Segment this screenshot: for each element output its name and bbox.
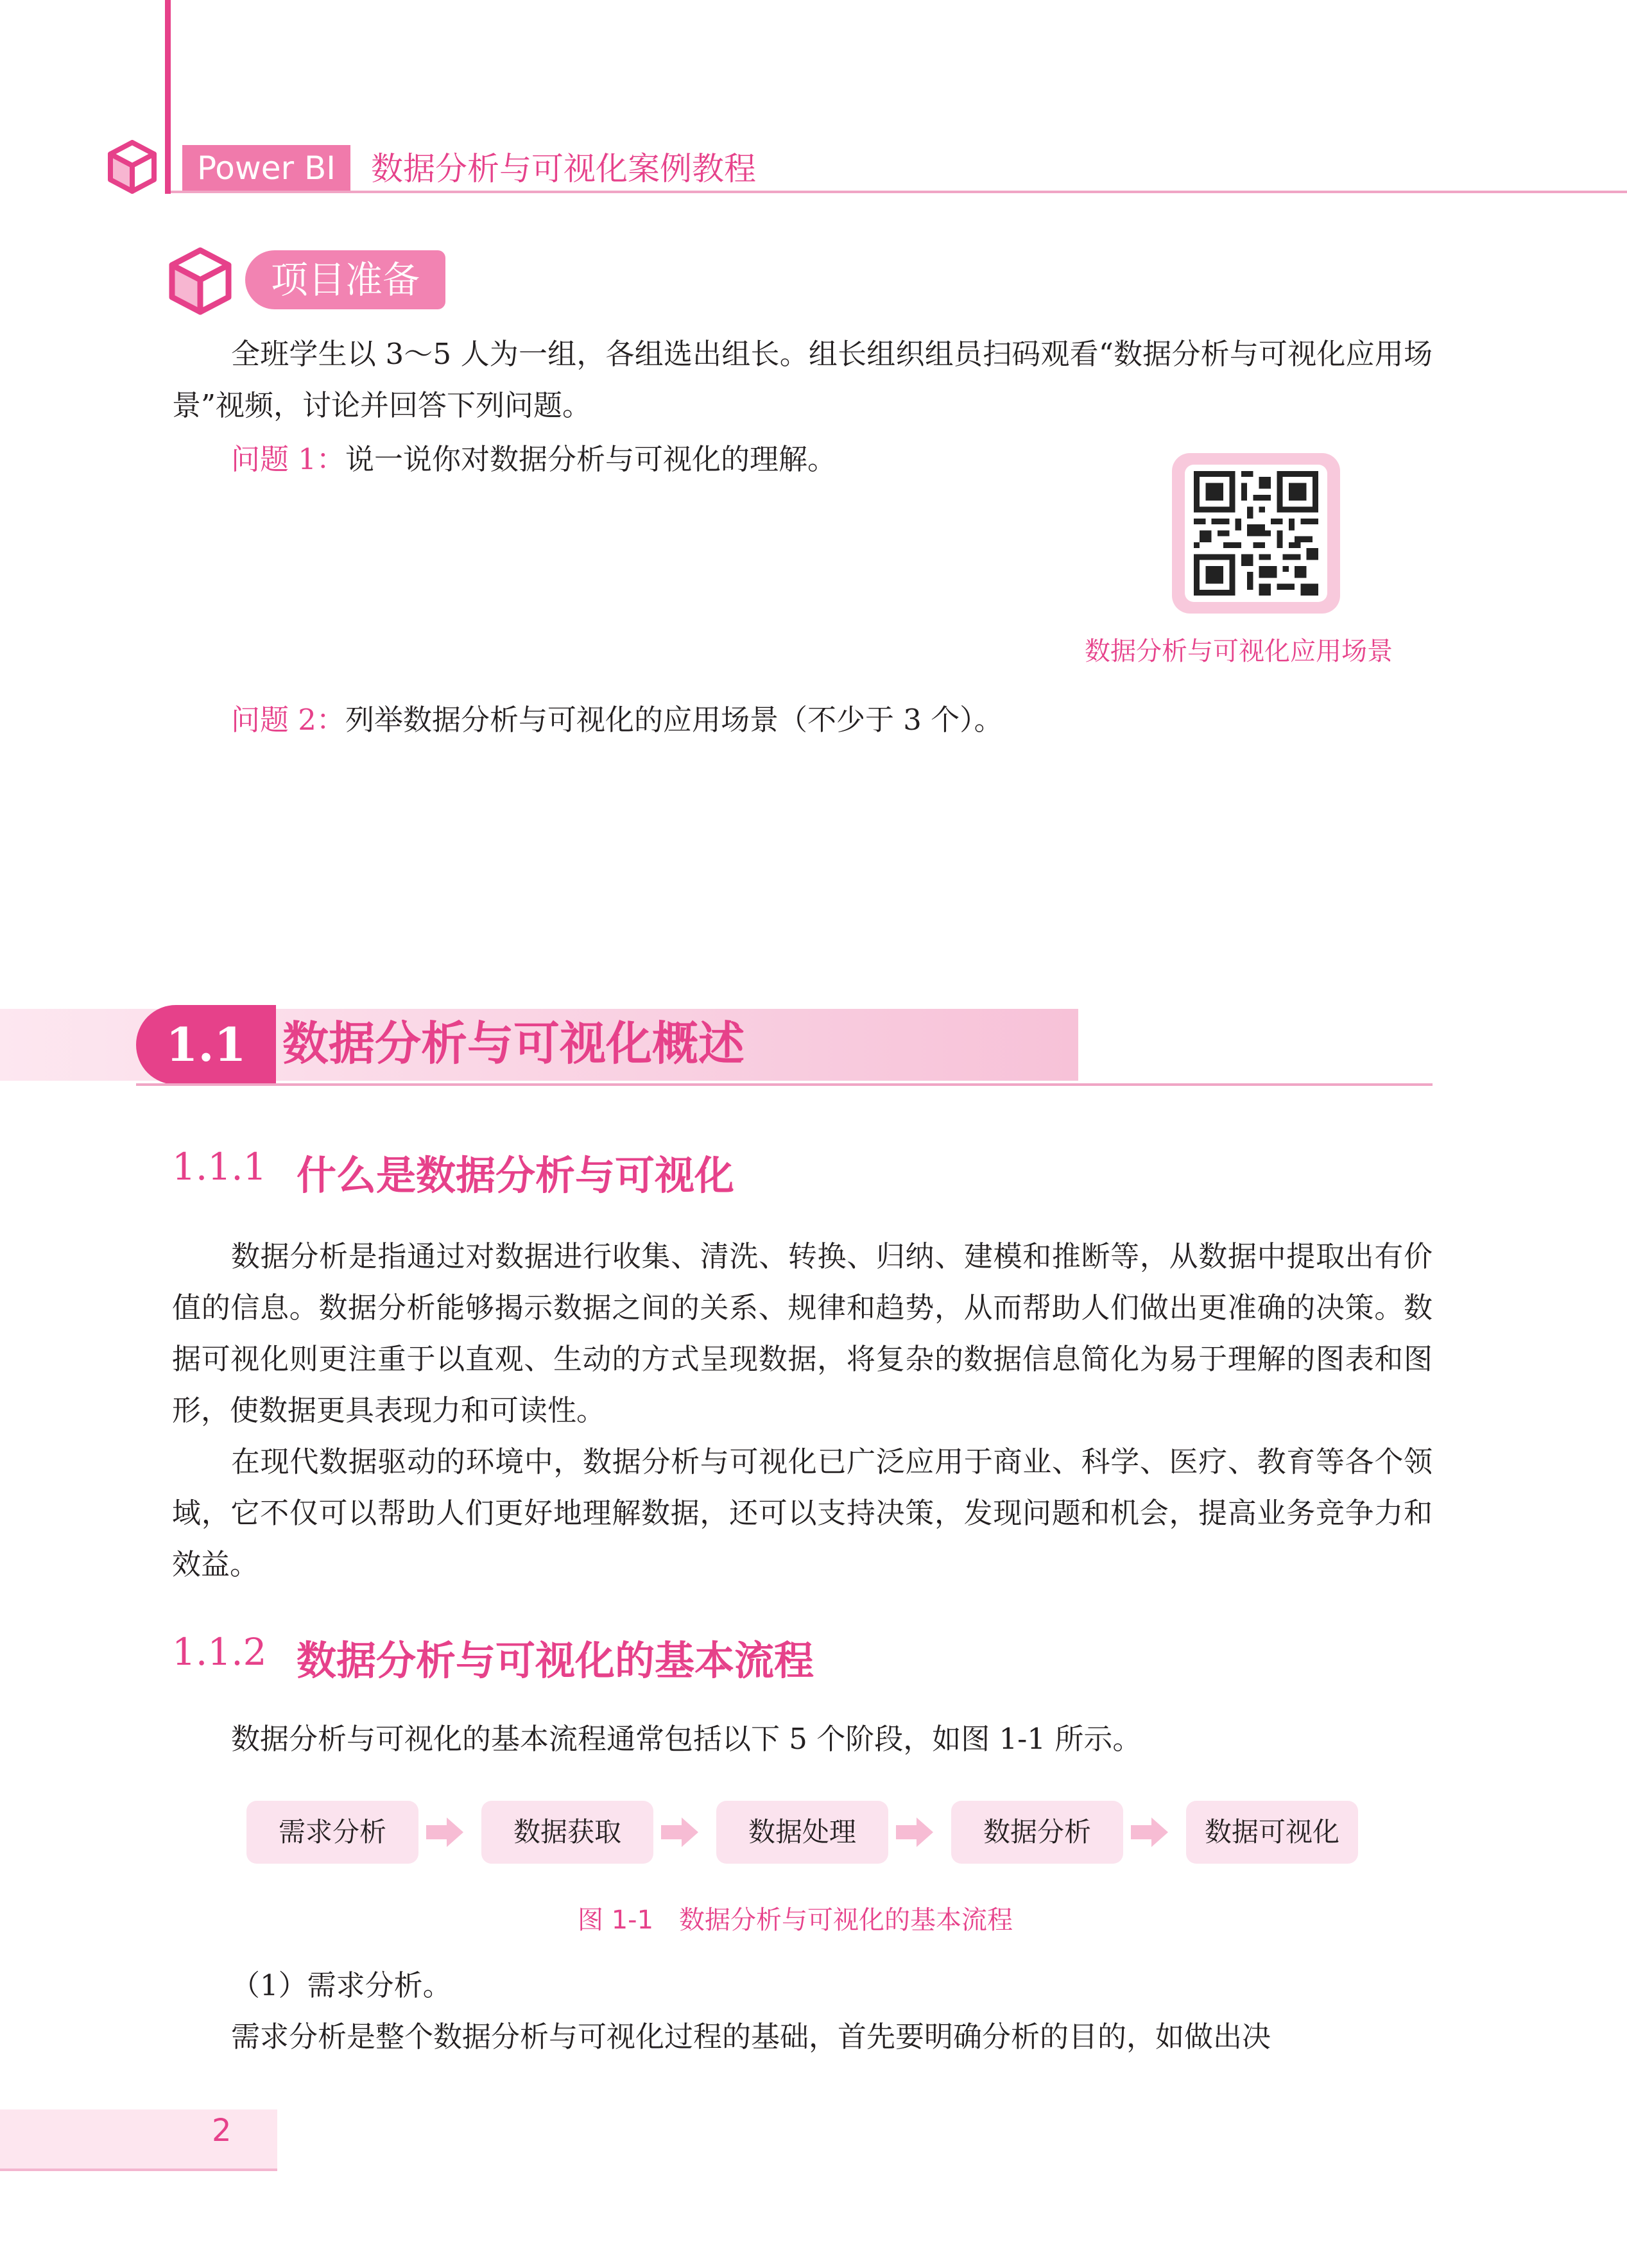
section-tag: 项目准备 [245, 250, 445, 309]
page-number-rule [0, 2169, 277, 2171]
prep-intro-text: 全班学生以 3～5 人为一组，各组选出组长。组长组织组员扫码观看“数据分析与可视化应用场景”视频，讨论并回答下列问题。 [172, 337, 1433, 422]
page-number-band [0, 2109, 277, 2169]
chapter-rule [136, 1083, 1433, 1086]
question-1 [231, 434, 836, 485]
flow-step: 数据分析 [951, 1801, 1123, 1864]
paragraph: 数据分析是指通过对数据进行收集、清洗、转换、归纳、建模和推断等，从数据中提取出有价值的信息。数据分析能够揭示数据之间的关系、规律和趋势，从而帮助人们做出更准确的决策。数据可视化则更注重于以直观、生动的方式呈现数据，将复杂的数据信息简化为易于理解的图表和图形，使数据更具表现力和可读性。 [172, 1239, 1433, 1427]
flow-step: 需求分析 [246, 1801, 418, 1864]
item-title: （1）需求分析。 [231, 1968, 452, 2002]
question-1-label: 问题 1： [231, 442, 345, 476]
book-title: 数据分析与可视化案例教程 [371, 150, 756, 187]
section-number: 1.1.2 [172, 1630, 267, 1674]
question-2-label: 问题 2： [231, 703, 345, 737]
section-number: 1.1.1 [172, 1145, 267, 1189]
flow-step: 数据可视化 [1186, 1801, 1358, 1864]
header-badge: Power BI [182, 145, 350, 191]
arrow-right-icon [1131, 1817, 1168, 1847]
flow-step: 数据处理 [716, 1801, 888, 1864]
header-rule [171, 191, 1627, 193]
section2-intro: 数据分析与可视化的基本流程通常包括以下 5 个阶段，如图 1-1 所示。 [231, 1722, 1142, 1756]
section-title: 什么是数据分析与可视化 [297, 1152, 735, 1199]
question-1-text: 说一说你对数据分析与可视化的理解。 [345, 442, 836, 476]
item-text: 需求分析是整个数据分析与可视化过程的基础，首先要明确分析的目的，如做出决 [231, 2020, 1271, 2054]
cube-icon [108, 140, 157, 194]
arrow-right-icon [896, 1817, 933, 1847]
arrow-right-icon [426, 1817, 463, 1847]
arrow-right-icon [661, 1817, 698, 1847]
chapter-number: 1.1 [136, 1005, 276, 1085]
paragraph: 在现代数据驱动的环境中，数据分析与可视化已广泛应用于商业、科学、医疗、教育等各个领域，它不仅可以帮助人们更好地理解数据，还可以支持决策，发现问题和机会，提高业务竞争力和效益。 [172, 1445, 1433, 1581]
section1-body [172, 1231, 1433, 1590]
prep-intro [172, 329, 1433, 431]
qr-caption: 数据分析与可视化应用场景 [1085, 637, 1393, 666]
header-vertical-rule [165, 0, 171, 194]
chapter-title: 数据分析与可视化概述 [282, 1017, 745, 1070]
qr-code-icon [1192, 471, 1320, 596]
flow-step: 数据获取 [481, 1801, 653, 1864]
question-2 [231, 694, 1003, 746]
cube-icon [168, 246, 232, 316]
page-number: 2 [212, 2113, 232, 2149]
question-2-text: 列举数据分析与可视化的应用场景（不少于 3 个）。 [345, 703, 1003, 737]
figure-caption: 图 1-1 数据分析与可视化的基本流程 [578, 1905, 1013, 1935]
section-title: 数据分析与可视化的基本流程 [297, 1637, 814, 1684]
